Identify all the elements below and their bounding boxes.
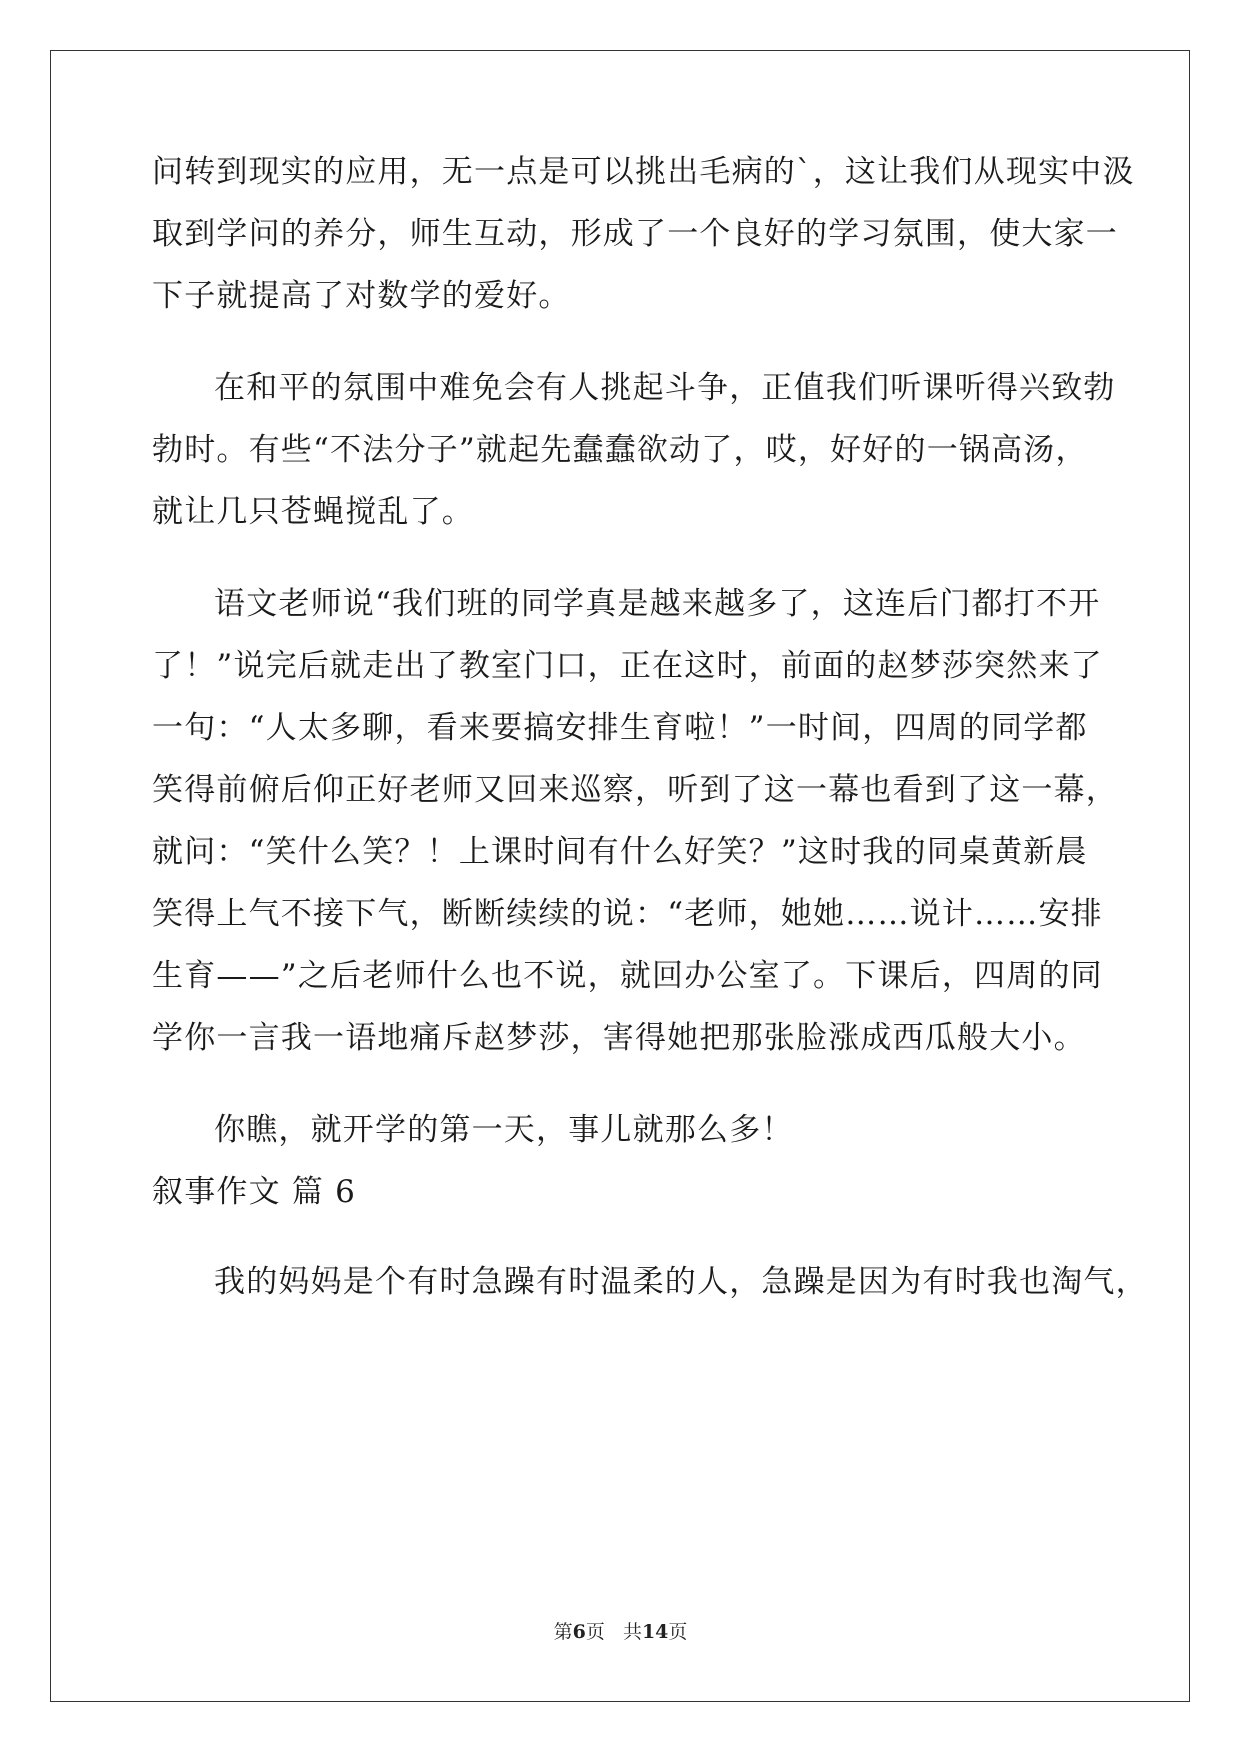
total-page-number: 14 [641, 1621, 669, 1643]
text-line: 一句：“人太多聊，看来要搞安排生育啦！”一时间，四周的同学都 [152, 710, 1088, 746]
text-line: 语文老师说“我们班的同学真是越来越多了，这连后门都打不开 [214, 586, 1101, 622]
footer-suffix: 页 [668, 1621, 688, 1643]
footer-middle: 页 共 [585, 1621, 642, 1643]
text-line: 勃时。有些“不法分子”就起先蠢蠢欲动了，哎，好好的一锅高汤， [152, 432, 1088, 468]
text-line: 笑得上气不接下气，断断续续的说：“老师，她她……说计……安排 [152, 896, 1103, 932]
text-line: 我的妈妈是个有时急躁有时温柔的人，急躁是因为有时我也淘气， [214, 1264, 1148, 1300]
text-line: 笑得前俯后仰正好老师又回来巡察，听到了这一幕也看到了这一幕， [152, 772, 1118, 808]
section-heading: 叙事作文 篇 6 [152, 1174, 357, 1210]
text-line: 学你一言我一语地痛斥赵梦莎，害得她把那张脸涨成西瓜般大小。 [152, 1020, 1086, 1056]
page-footer [0, 1617, 1241, 1644]
text-line: 你瞧，就开学的第一天，事儿就那么多！ [214, 1112, 794, 1148]
current-page-number: 6 [572, 1621, 586, 1643]
text-line: 取到学问的养分，师生互动，形成了一个良好的学习氛围，使大家一 [152, 216, 1118, 252]
text-line: 生育——”之后老师什么也不说，就回办公室了。下课后，四周的同 [152, 958, 1103, 994]
text-line: 了！”说完后就走出了教室门口，正在这时，前面的赵梦莎突然来了 [152, 648, 1103, 684]
text-line: 在和平的氛围中难免会有人挑起斗争，正值我们听课听得兴致勃 [214, 370, 1116, 406]
text-line: 问转到现实的应用，无一点是可以挑出毛病的`，这让我们从现实中汲 [152, 154, 1135, 190]
text-line: 就让几只苍蝇搅乱了。 [152, 494, 474, 530]
text-line: 下子就提高了对数学的爱好。 [152, 278, 571, 314]
text-line: 就问：“笑什么笑？！上课时间有什么好笑？”这时我的同桌黄新晨 [152, 834, 1088, 870]
footer-prefix: 第 [553, 1621, 573, 1643]
